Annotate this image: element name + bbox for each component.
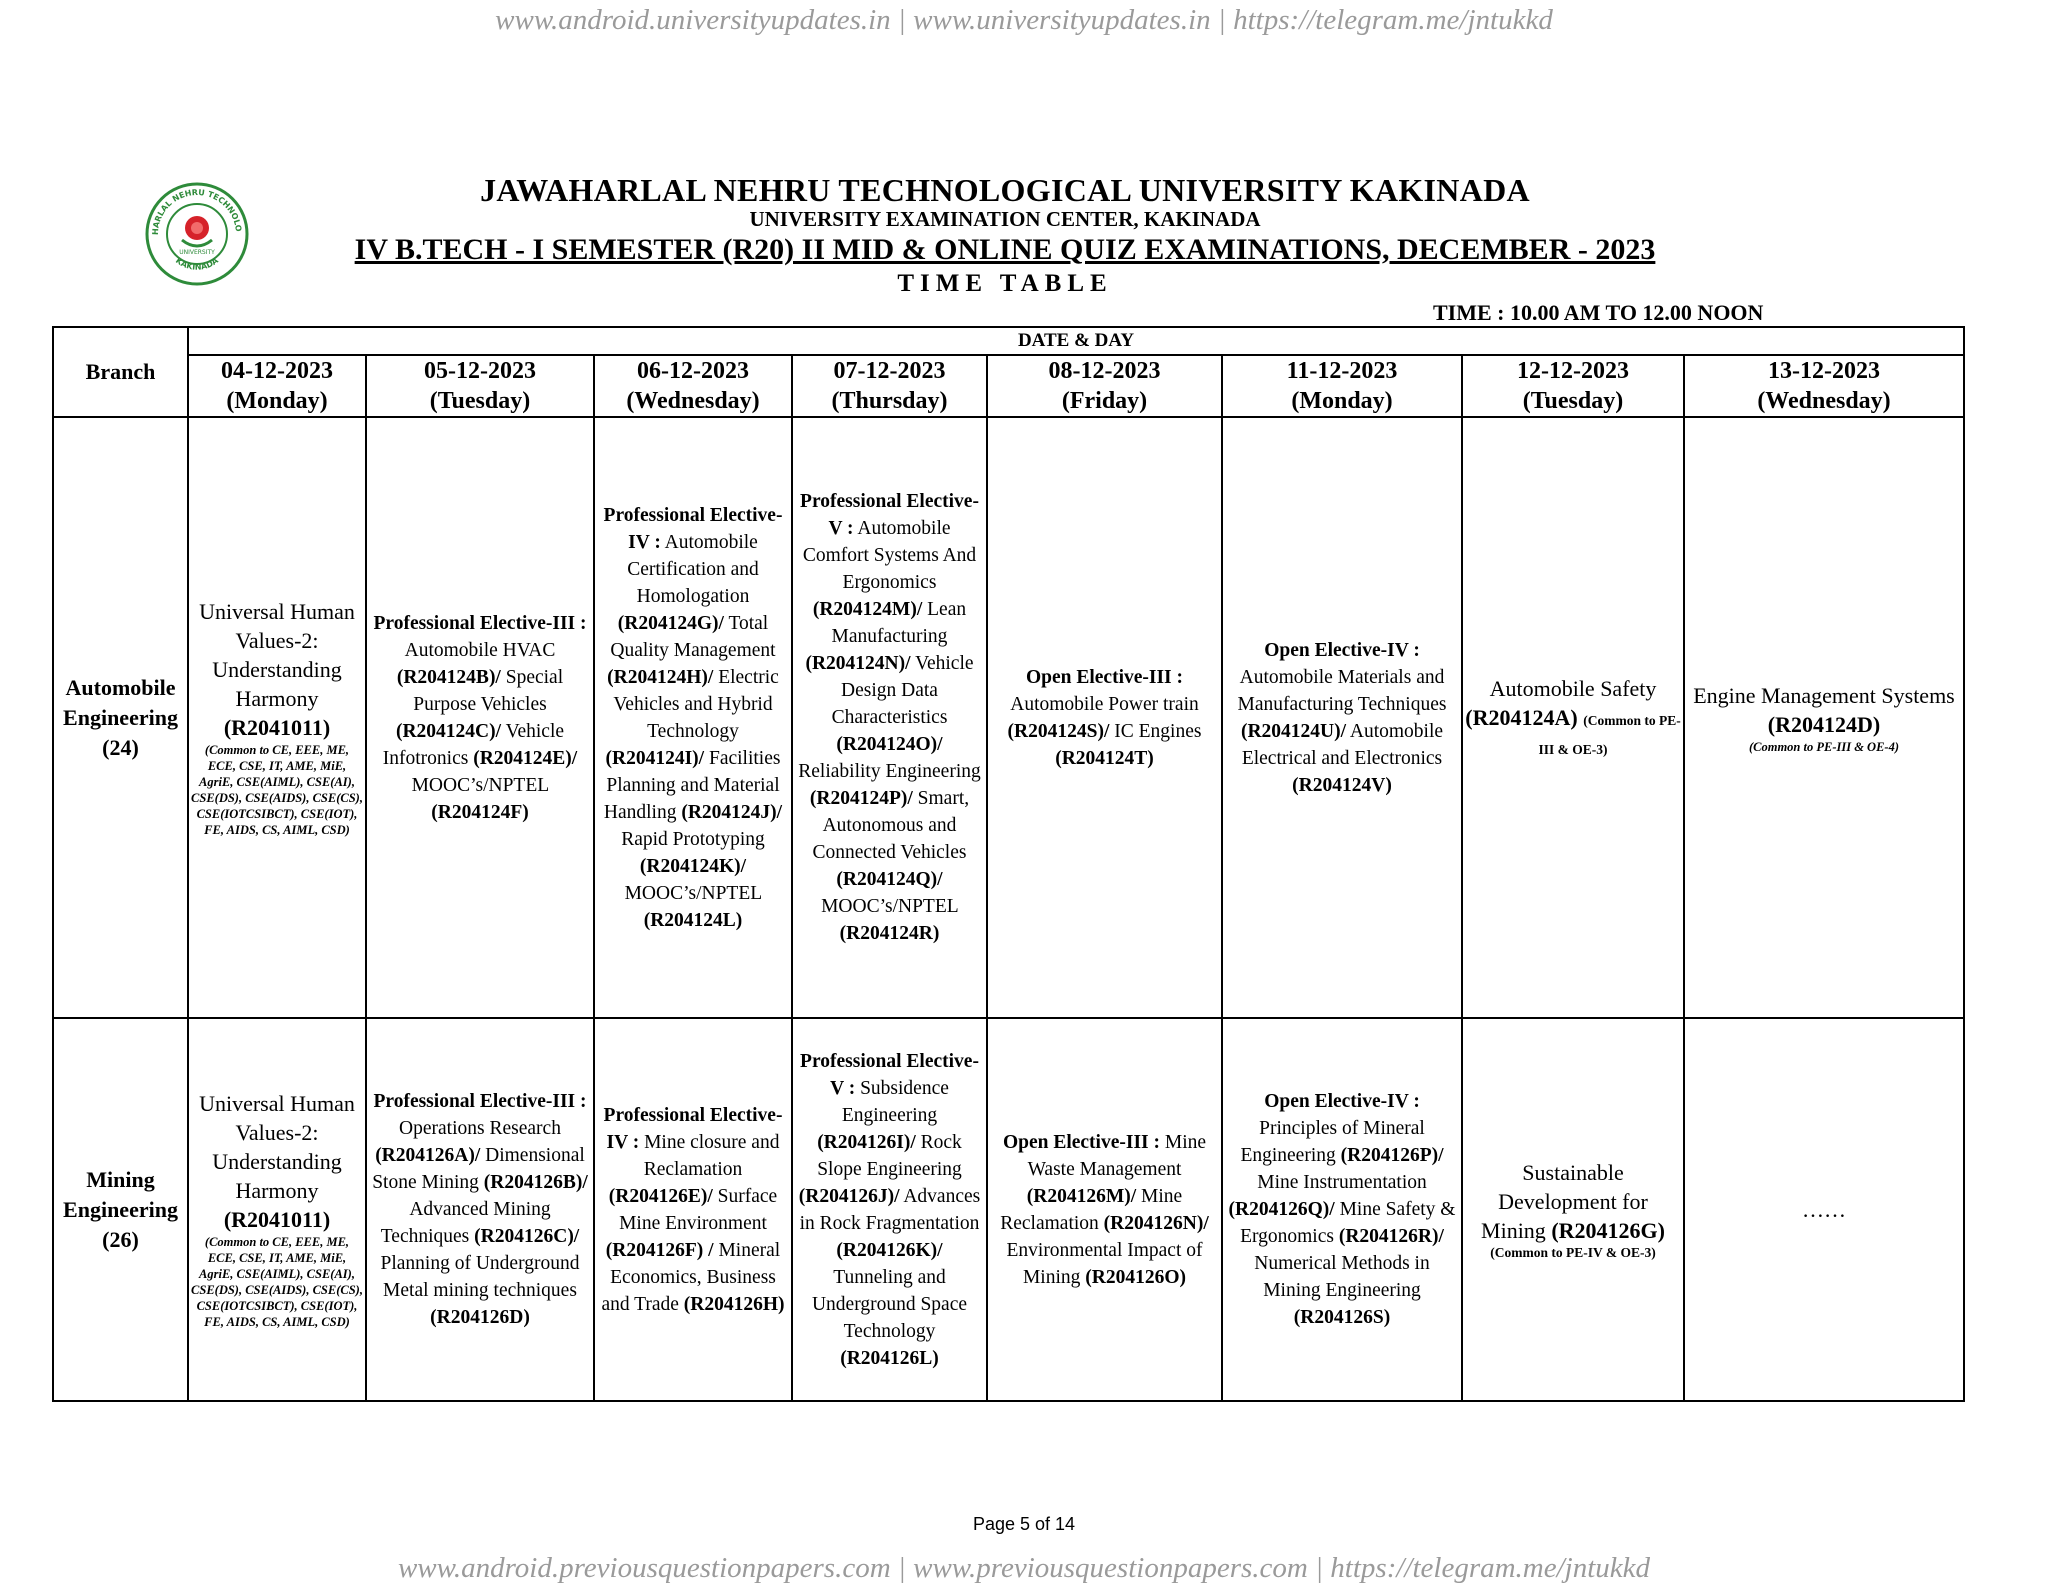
subject-name: Universal Human Values-2: Understanding Harmony (199, 599, 355, 711)
subject-name: Electric Vehicles and Hybrid Technology (613, 666, 779, 742)
subject-code: (R204124A) (1465, 705, 1578, 730)
date: 12-12-2023 (1517, 358, 1629, 384)
subject-name: Operations Research (399, 1118, 561, 1139)
day: (Friday) (1061, 388, 1148, 414)
subject-name: Vehicle Design Data Characteristics (831, 653, 974, 728)
common-note: (Common to PE-IV & OE-3) (1490, 1245, 1656, 1260)
subject-name: Automobile Electrical and Electronics (1241, 720, 1444, 769)
watermark-top: www.android.universityupdates.in | www.universityupdates.in | https://telegram.me/jntukkd (495, 4, 1553, 36)
subject-code: (R204124L) (643, 909, 743, 931)
subject-code: (R204126K)/ (836, 1239, 943, 1261)
day: (Tuesday) (1522, 388, 1624, 414)
subject-code: (R204124J)/ (681, 801, 783, 823)
subject-name: Mine Reclamation (1000, 1185, 1183, 1234)
branch-line: (26) (102, 1226, 139, 1252)
subject-code: (R204124C)/ (395, 720, 502, 742)
subject-code: (R204124P)/ (809, 788, 913, 809)
subject-code: (R2041011) (223, 1207, 331, 1232)
subject-name: Rock Slope Engineering (817, 1131, 962, 1180)
branch-cell (53, 417, 188, 1018)
subject-code: (R204126A)/ (375, 1145, 481, 1166)
subject-name: Sustainable Development for Mining (1481, 1160, 1648, 1243)
subject-name: Special Purpose Vehicles (413, 666, 564, 715)
subject-cell (188, 417, 366, 1018)
doc-title: TIME TABLE (897, 270, 1113, 297)
subject-cell (1462, 417, 1684, 1018)
branch-line: Engineering (63, 704, 178, 730)
subject-code: (R204126R)/ (1338, 1226, 1444, 1247)
subject-code: (R204124K)/ (639, 855, 747, 877)
day: (Tuesday) (429, 388, 531, 414)
date: 08-12-2023 (1048, 358, 1161, 384)
subject-name: Environmental Impact of Mining (1006, 1239, 1203, 1288)
date-day-header: DATE & DAY (188, 327, 1964, 355)
subject-name: Mine closure and Reclamation (643, 1131, 780, 1180)
elective-title: Open Elective-IV : (1264, 1091, 1420, 1112)
date: 06-12-2023 (637, 358, 749, 384)
branch-cell (53, 1018, 188, 1401)
subject-name: Mine Safety & Ergonomics (1240, 1199, 1456, 1247)
subject-code: (R204126D) (430, 1307, 530, 1328)
subject-name: Mine Instrumentation (1257, 1172, 1427, 1193)
elective-title: Professional Elective-V : (800, 491, 979, 539)
subject-name: Principles of Mineral Engineering (1240, 1118, 1425, 1166)
day: (Wednesday) (1757, 388, 1891, 414)
subject-name: MOOC’s/NPTEL (411, 774, 549, 796)
subject-code: (R204124D) (1767, 711, 1881, 737)
elective-title: Open Elective-III : (1002, 1131, 1161, 1153)
subject-name: Subsidence Engineering (841, 1077, 949, 1126)
subject-cell (987, 1018, 1222, 1401)
subject-code: (R204124R) (839, 923, 940, 944)
day: (Thursday) (831, 388, 948, 414)
subject-name: Reliability Engineering (798, 761, 981, 782)
subject-cell (188, 1018, 366, 1401)
exam-center: UNIVERSITY EXAMINATION CENTER, KAKINADA (749, 207, 1261, 231)
date: 13-12-2023 (1768, 358, 1880, 384)
subject-code: (R204126L) (840, 1347, 939, 1369)
subject-name: Vehicle Infotronics (382, 720, 565, 769)
subject-name: Automobile HVAC (404, 639, 556, 661)
branch-line: (24) (102, 734, 139, 760)
day: (Wednesday) (626, 388, 760, 414)
subject-name: Automobile Certification and Homologation (627, 531, 759, 607)
subject-code: (R204124Q)/ (836, 869, 943, 890)
subject-cell (1684, 417, 1964, 1018)
subject-code: (R204126C)/ (474, 1226, 580, 1247)
elective-title: Open Elective-III : (1025, 666, 1184, 688)
branch-header: Branch (53, 327, 188, 417)
subject-cell (1222, 417, 1462, 1018)
subject-name: IC Engines (1114, 720, 1202, 742)
subject-code: (R204126P)/ (1340, 1145, 1444, 1166)
date: 07-12-2023 (833, 358, 946, 384)
table-row (53, 1018, 1964, 1401)
subject-cell (594, 417, 792, 1018)
elective-title: Professional Elective-IV : (603, 504, 783, 553)
subject-cell (1462, 1018, 1684, 1401)
elective-title: Professional Elective-III : (373, 1091, 587, 1112)
common-note: (Common to PE-III & OE-3) (1538, 713, 1681, 757)
subject-code: (R204126H) (683, 1293, 785, 1315)
subject-cell (594, 1018, 792, 1401)
branch-line: Automobile (65, 674, 176, 700)
exam-title: IV B.TECH - I SEMESTER (R20) II MID & ONLINE QUIZ EXAMINATIONS, DECEMBER - 2023 (354, 233, 1656, 266)
elective-title: Open Elective-IV : (1264, 639, 1420, 661)
university-title: JAWAHARLAL NEHRU TECHNOLOGICAL UNIVERSITY KAKINADA (480, 172, 1530, 208)
date-col-8 (1684, 355, 1964, 417)
subject-name: Facilities Planning and Material Handling (603, 747, 781, 823)
timetable (52, 326, 1965, 1402)
subject-name: Mine Waste Management (1027, 1131, 1207, 1180)
subject-name: MOOC’s/NPTEL (821, 896, 958, 917)
watermark-bottom: www.android.previousquestionpapers.com | www.previousquestionpapers.com | https://telegram.me/jntukkd (397, 1552, 1651, 1584)
subject-name: Mineral Economics, Business and Trade (601, 1239, 781, 1315)
date-col-4 (792, 355, 987, 417)
subject-code: (R204124F) (431, 801, 529, 823)
subject-cell (987, 417, 1222, 1018)
subject-name: Automobile Safety (1489, 676, 1657, 701)
subject-name: Advanced Mining Techniques (380, 1199, 551, 1247)
subject-cell (1684, 1018, 1964, 1401)
logo-text-bottom: KAKINADA (173, 255, 221, 272)
subject-name: MOOC’s/NPTEL (624, 882, 762, 904)
subject-name: Lean Manufacturing (831, 599, 967, 647)
elective-title: Professional Elective-IV : (603, 1104, 783, 1153)
subject-name: Automobile Comfort Systems And Ergonomics (802, 518, 977, 593)
subject-cell (1222, 1018, 1462, 1401)
subject-cell (792, 417, 987, 1018)
subject-cell (366, 417, 594, 1018)
logo-text-top: HARLAL NEHRU TECHNOLO (150, 187, 244, 236)
subject-code: (R204126F) / (605, 1239, 714, 1261)
subject-code: (R204124M)/ (812, 599, 923, 620)
subject-code: (R204126J)/ (798, 1185, 900, 1207)
subject-cell (366, 1018, 594, 1401)
subject-name: Universal Human Values-2: Understanding Harmony (199, 1091, 355, 1203)
subject-name: Automobile Power train (1010, 693, 1199, 715)
subject-code: (R204124G)/ (617, 612, 724, 634)
subject-name: Smart, Autonomous and Connected Vehicles (812, 788, 970, 863)
logo-text-mid: UNIVERSITY (179, 249, 215, 256)
subject-code: (R204124S)/ (1007, 720, 1110, 742)
common-note: (Common to PE-III & OE-4) (1748, 739, 1899, 754)
date-col-6 (1222, 355, 1462, 417)
elective-title: Professional Elective-III : (373, 612, 587, 634)
subject-code: (R204126O) (1085, 1266, 1187, 1288)
date-col-1 (188, 355, 366, 417)
subject-name: Numerical Methods in Mining Engineering (1254, 1253, 1430, 1301)
subject-code: (R204126I)/ (817, 1131, 916, 1153)
subject-code: (R204126N)/ (1103, 1212, 1209, 1234)
date-col-2 (366, 355, 594, 417)
date-col-7 (1462, 355, 1684, 417)
day: (Monday) (226, 388, 328, 414)
day: (Monday) (1291, 388, 1393, 414)
empty-placeholder: …… (1802, 1197, 1846, 1222)
common-note: (Common to CE, EEE, ME, ECE, CSE, IT, AME, MiE, AgriE, CSE(AIML), CSE(AI), CSE(DS), CSE(AIDS), CSE(CS), CSE(IOTCSIBCT), CSE(IOT), FE, AIDS, CS, AIML, CSD) (191, 1235, 363, 1329)
date: 04-12-2023 (221, 358, 333, 384)
subject-cell (792, 1018, 987, 1401)
subject-code: (R204126B)/ (483, 1172, 588, 1193)
subject-code: (R204124V) (1292, 774, 1392, 796)
subject-name: Engine Management Systems (1693, 682, 1955, 708)
subject-name: Advances in Rock Fragmentation (799, 1185, 981, 1234)
date-col-5 (987, 355, 1222, 417)
subject-code: (R2041011) (223, 715, 331, 740)
exam-time: TIME : 10.00 AM TO 12.00 NOON (1433, 300, 1764, 325)
date-col-3 (594, 355, 792, 417)
subject-code: (R204126E)/ (608, 1185, 713, 1207)
page-number: Page 5 of 14 (972, 1514, 1076, 1534)
subject-name: Surface Mine Environment (619, 1185, 778, 1234)
subject-name: Dimensional Stone Mining (372, 1145, 585, 1193)
elective-title: Professional Elective-V : (800, 1050, 979, 1099)
subject-code: (R204126G) (1551, 1218, 1665, 1243)
subject-code: (R204124O)/ (836, 734, 943, 755)
date: 11-12-2023 (1286, 358, 1398, 384)
subject-name: Planning of Underground Metal mining techniques (380, 1253, 580, 1301)
table-row (53, 417, 1964, 1018)
subject-name: Rapid Prototyping (621, 828, 765, 850)
subject-code: (R204126M)/ (1026, 1185, 1137, 1207)
subject-code: (R204126Q)/ (1228, 1199, 1335, 1220)
subject-code: (R204124N)/ (805, 653, 911, 674)
branch-line: Mining (86, 1166, 155, 1192)
subject-code: (R204124U)/ (1240, 720, 1347, 742)
subject-name: Total Quality Management (610, 612, 776, 661)
subject-code: (R204124B)/ (396, 666, 501, 688)
subject-name: Tunneling and Underground Space Technology (811, 1266, 968, 1342)
branch-line: Engineering (63, 1196, 178, 1222)
subject-code: (R204124H)/ (607, 666, 714, 688)
subject-code: (R204126S) (1293, 1307, 1391, 1328)
subject-code: (R204124I)/ (605, 747, 705, 769)
date: 05-12-2023 (424, 358, 536, 384)
common-note: (Common to CE, EEE, ME, ECE, CSE, IT, AME, MiE, AgriE, CSE(AIML), CSE(AI), CSE(DS), CSE(AIDS), CSE(CS), CSE(IOTCSIBCT), CSE(IOT), FE, AIDS, CS, AIML, CSD) (191, 743, 363, 837)
subject-code: (R204124E)/ (473, 747, 578, 769)
subject-name: Automobile Materials and Manufacturing Techniques (1237, 666, 1447, 715)
subject-code: (R204124T) (1055, 747, 1154, 769)
